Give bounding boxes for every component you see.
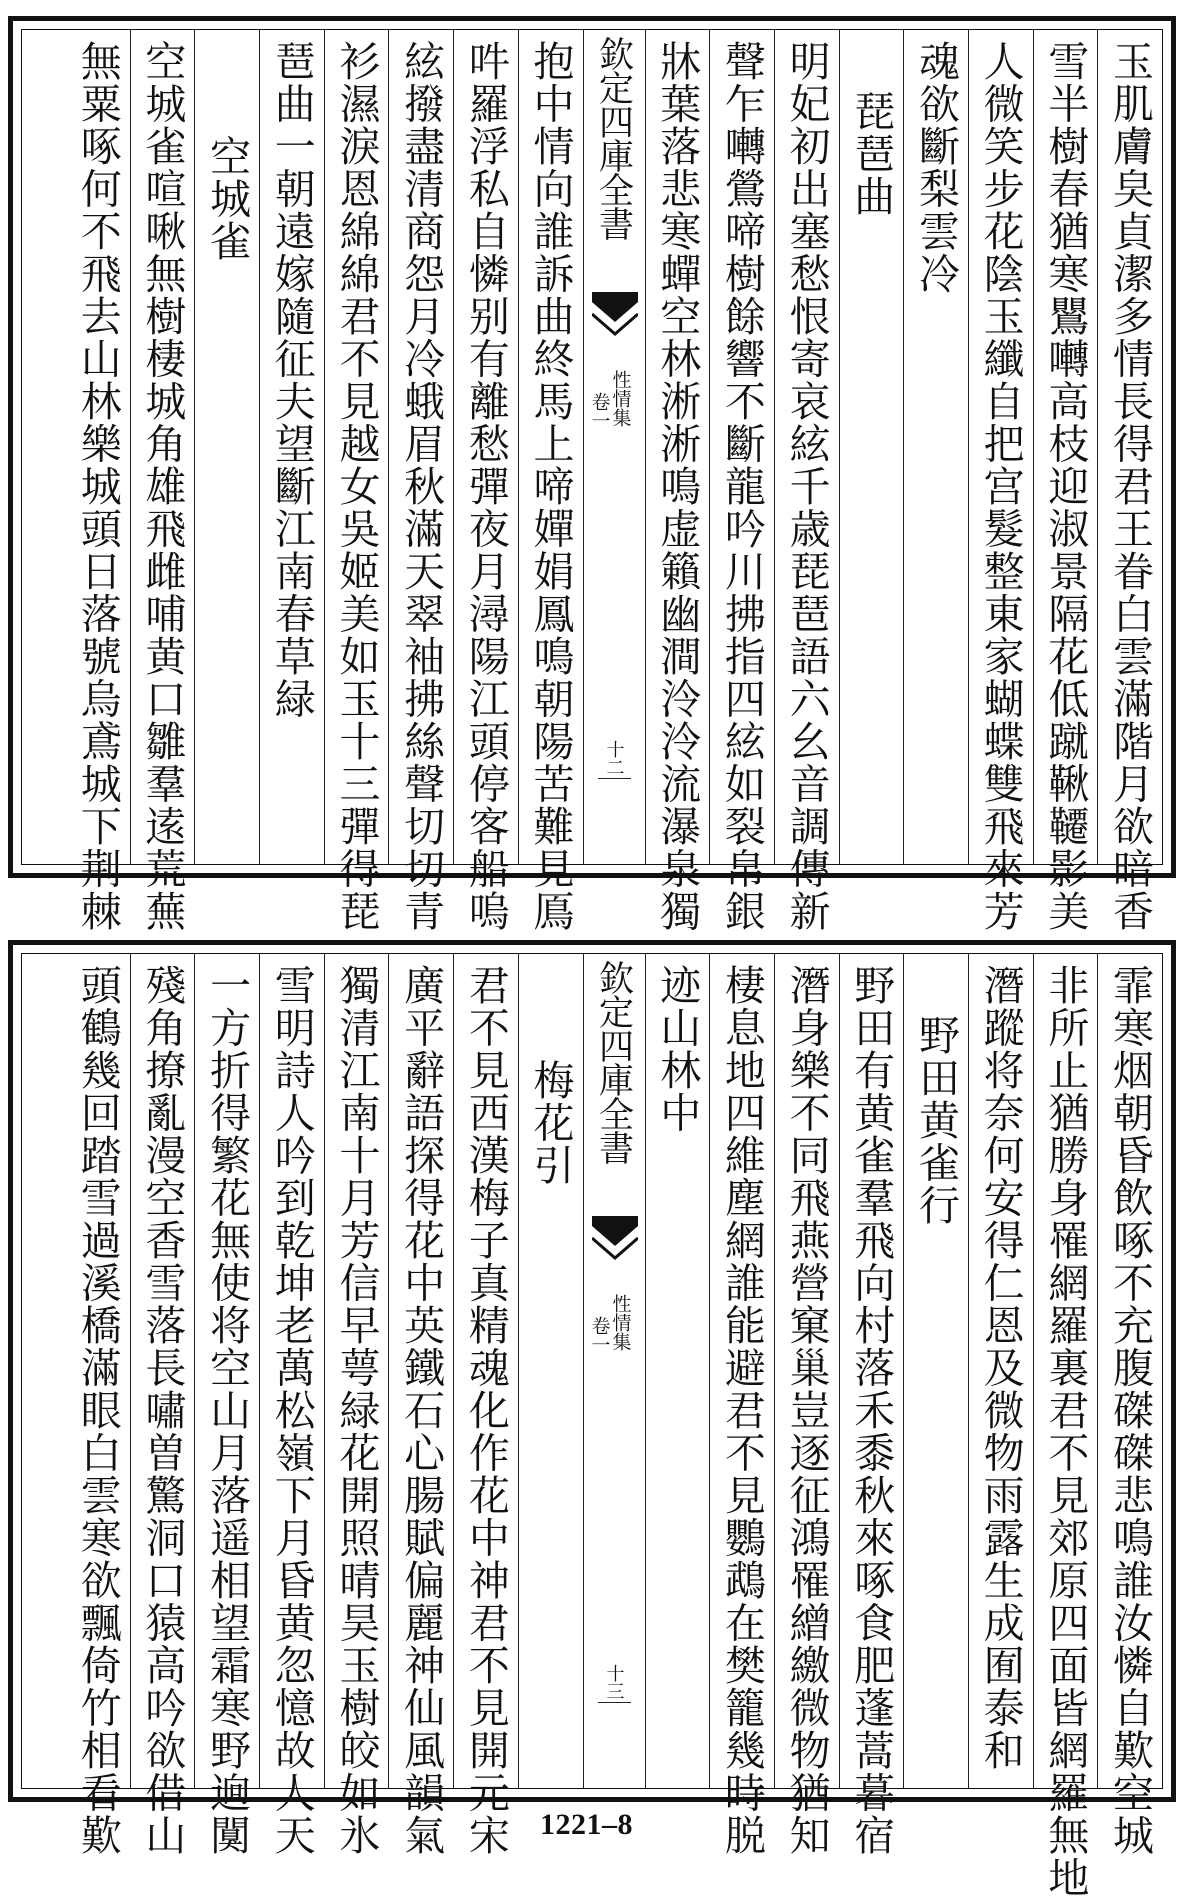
poem-title: 空城雀: [203, 135, 252, 263]
column-text: 絃撥盡清商怨月冷蛾眉秋滿天翠袖拂絲聲切切青: [397, 40, 446, 933]
text-column: [774, 954, 839, 1857]
column-text: 魂欲斷梨雲冷: [911, 40, 960, 295]
text-column: [388, 954, 453, 1857]
text-column: [130, 954, 195, 1857]
text-column: [194, 954, 259, 1857]
column-text: 棲息地四維塵網誰能避君不見鸚鵡在樊籠幾時脱: [717, 964, 766, 1857]
column-text: 雪明詩人吟到乾坤老萬松嶺下月昏黄忽憶故人天: [267, 964, 316, 1857]
text-column: [968, 30, 1033, 933]
column-text: 人微笑步花陰玉纖自把宫髮整東家蝴蝶雙飛來芳: [976, 40, 1025, 933]
leaf-rule: [598, 1702, 631, 1703]
text-column: [324, 954, 389, 1857]
column-text: 琶曲一朝遠嫁隨征夫望斷江南春草緑: [267, 40, 316, 720]
column-text: 霏寒烟朝昏飲啄不充腹磔磔悲鳴誰汝憐自歎空城: [1106, 964, 1154, 1857]
column-text: 無粟啄何不飛去山林樂城頭日落號烏鳶城下荆棘: [73, 40, 122, 933]
page-top-columns: [65, 30, 1162, 933]
text-column: [839, 30, 904, 864]
leaf-number: 十三: [603, 1664, 625, 1700]
poem-title: 野田黄雀行: [911, 1014, 960, 1227]
column-text: 殘角撩亂漫空香雪落長嘯曽驚洞口猿高吟欲借山: [138, 964, 187, 1857]
text-column: [903, 954, 968, 1788]
column-text: 衫濕淚恩綿綿君不見越女吳姬美如玉十三彈得琵: [332, 40, 381, 933]
text-column: [1097, 30, 1162, 933]
column-text: 廣平辭語探得花中英鐵石心腸賦偏麗神仙風韻氣: [397, 964, 446, 1857]
text-column: [1033, 954, 1098, 1899]
text-column: [518, 954, 583, 1788]
column-text: 吽羅浮私自憐别有離愁彈夜月潯陽江頭停客船嗚: [461, 40, 510, 933]
text-column: [1097, 954, 1162, 1857]
column-text: 非所止猶勝身罹網羅裏君不見郊原四面皆網羅無地: [1041, 964, 1090, 1899]
column-text: 牀葉落悲寒蟬空林淅淅鳴虚籟幽澗泠泠流瀑泉獨: [653, 40, 702, 933]
center-fold-column: [583, 30, 645, 864]
column-text: 空城雀喧啾無樹棲城角雄飛雌哺黄口雛羣逺荒蕪: [138, 40, 187, 933]
text-column: [774, 30, 839, 933]
column-text: 野田有黄雀羣飛向村落禾黍秋來啄食肥蓬蒿暮宿: [847, 964, 896, 1857]
volume-label: 卷一: [588, 392, 611, 430]
text-column: [65, 30, 130, 933]
text-column: [645, 30, 710, 933]
column-text: 一方折得繁花無使将空山月落遥相望霜寒野逈闃: [203, 964, 252, 1857]
text-column: [324, 30, 389, 933]
page-top-panel: [8, 16, 1176, 933]
book-name: 性情集: [609, 370, 632, 427]
page-top-inner-frame: [21, 29, 1163, 933]
column-text: 獨清江南十月芳信早萼緑花開照晴昊玉樹皎如氷: [332, 964, 381, 1857]
book-name: 性情集: [609, 1294, 632, 1351]
center-fold-column: [583, 954, 645, 1788]
text-column: [903, 30, 968, 864]
poem-title: 琵琶曲: [847, 90, 896, 218]
text-column: [259, 30, 324, 864]
text-column: [645, 954, 710, 1788]
volume-label: 卷一: [588, 1316, 611, 1354]
text-column: [130, 30, 195, 933]
column-text: 聲乍囀鶯啼樹餘響不斷龍吟川拂指四絃如裂帛銀: [717, 40, 766, 933]
leaf-number: 十二: [603, 740, 625, 776]
column-text: 潛蹤将奈何安得仁恩及微物雨露生成囿泰和: [976, 964, 1025, 1772]
poem-title: 梅花引: [526, 1059, 575, 1187]
text-column: [709, 30, 774, 933]
fishtail-mark-icon: [592, 1216, 638, 1264]
column-text: 君不見西漢梅子真精魂化作花中神君不見開元宋: [461, 964, 510, 1857]
leaf-rule: [598, 778, 631, 779]
text-column: [709, 954, 774, 1857]
library-title: 欽定四庫全書: [593, 36, 634, 240]
text-column: [1033, 30, 1098, 933]
column-text: 迹山林中: [653, 964, 702, 1134]
text-column: [194, 30, 259, 864]
column-text: 潛身樂不同飛燕營窠巢豈逐征鴻罹繒繳微物猶知: [782, 964, 831, 1857]
column-text: 雪半樹春猶寒鸎囀高枝迎淑景隔花低蹴鞦韆影美: [1041, 40, 1090, 933]
text-column: [518, 30, 583, 933]
page-number: 1221–8: [540, 1808, 633, 1841]
text-column: [453, 954, 518, 1857]
fishtail-mark-icon: [592, 292, 638, 340]
text-column: [453, 30, 518, 933]
text-column: [259, 954, 324, 1857]
column-text: 玉肌膚㚖貞潔多情長得君王眷白雲滿階月欲暗香: [1106, 40, 1154, 933]
column-text: 明妃初出塞愁恨寄哀絃千歳琵琶語六幺音調傳新: [782, 40, 831, 933]
column-text: 抱中情向誰訴曲終馬上啼嬋娟鳳鳴朝陽苦難見鳫: [526, 40, 575, 933]
text-column: [388, 30, 453, 933]
column-text: 頭鶴幾回踏雪過溪橋滿眼白雲寒欲飄倚竹相看歎: [73, 964, 122, 1857]
text-column: [65, 954, 130, 1857]
text-column: [839, 954, 904, 1857]
library-title: 欽定四庫全書: [593, 960, 634, 1164]
text-column: [968, 954, 1033, 1788]
